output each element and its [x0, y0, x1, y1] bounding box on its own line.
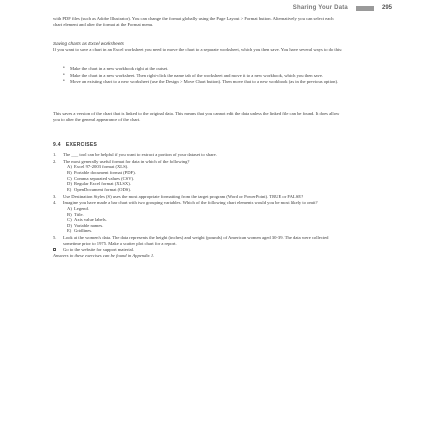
answer-option: E) Gridlines.: [67, 228, 93, 234]
answer-option: D) Regular Excel format (XLSX).: [67, 181, 131, 187]
answer-option: B) Portable document format (PDF).: [67, 169, 136, 175]
answer-option: A) Excel 97-2003 format (XLS).: [67, 164, 129, 170]
exercise-item: 5. Look at the women's data. The data represents the height (inches) and weight (pounds) of American women aged 30-39. The data were collected sometime prior to 1975. Make a scatter plot chart for a report.: [53, 235, 329, 246]
answer-option: A) Legend.: [67, 205, 89, 211]
support-material-line: Go to the website for support material.: [53, 247, 345, 253]
answer-option: B) Title.: [67, 211, 84, 217]
exercises-title: EXERCISES: [65, 142, 98, 148]
answer-option: E) OpenDocument format (ODS).: [67, 186, 132, 192]
section-saving-charts: [53, 41, 343, 52]
answer-option: D) Variable names.: [67, 222, 104, 228]
options-list: [60, 66, 343, 86]
section-heading: Saving charts as Excel worksheets: [53, 41, 124, 46]
section-text: If you want to save a chart in an Excel worksheet you need to move the chart to a separate worksheet, which you then save. You have several ways to do this:: [53, 46, 343, 52]
exercise-item: 4. Imagine you have made a bar chart with two grouping variables. Which of the following chart elements would you be most likely to omit? A) Legend. B) Title. C) Axis value labels. D) Variable names. E) Gridlines.: [53, 200, 345, 234]
exercise-item: 3. Use Destination Styles (S) uses the most appropriate formatting from the target program (Word or PowerPoint). TRUE or FALSE?: [53, 193, 304, 199]
exercise-item: 1. The ___ tool can be helpful if you want to extract a portion of your dataset to share.: [53, 152, 217, 157]
option-item: • Move an existing chart to a new worksheet (use the Design > Move Chart button). Then move that to a new workbook (as in the previous option).: [70, 79, 343, 85]
page-number: 295: [381, 5, 392, 11]
answers-note: Answers to these exercises can be found in Appendix 1.: [53, 253, 155, 259]
running-header-bar: [356, 6, 374, 11]
exercises-heading: [53, 143, 253, 149]
intro-paragraph: with PDF files (such as Adobe Illustrator). You can change the format globally using the Page Layout > Format button. Alternatively you can select each chart element and alter the format at the Format menu.: [53, 16, 334, 27]
option-item: • Make the chart in a new workbook right at the outset.: [70, 66, 343, 72]
answer-options: [63, 164, 345, 192]
answer-option: C) Comma separated values (CSV).: [67, 175, 135, 181]
exercises-number: 9.4: [53, 142, 61, 148]
running-header-title: Sharing Your Data: [292, 5, 348, 11]
answer-option: C) Axis value labels.: [67, 217, 107, 223]
option-item: • Make the chart in a new worksheet. Then right-click the name tab of the worksheet and move it to a new workbook, which you then save.: [70, 73, 343, 79]
checkbox-icon: [53, 248, 56, 251]
answer-options: [63, 206, 345, 234]
exercise-item: 2. The most generally useful format for data in which of the following? A) Excel 97-2003 format (XLS). B) Portable document format (PDF). C) Comma separated values (CSV). D) Regular Excel format (XLSX). E) OpenDocument format (ODS).: [53, 159, 345, 193]
exercise-list: [53, 152, 345, 259]
note-paragraph: This saves a version of the chart that is linked to the original data. This means that you cannot edit the data unless the linked file can be found. It does allow you to alter the general appearance of the chart.: [53, 111, 340, 122]
running-header: [293, 5, 392, 11]
